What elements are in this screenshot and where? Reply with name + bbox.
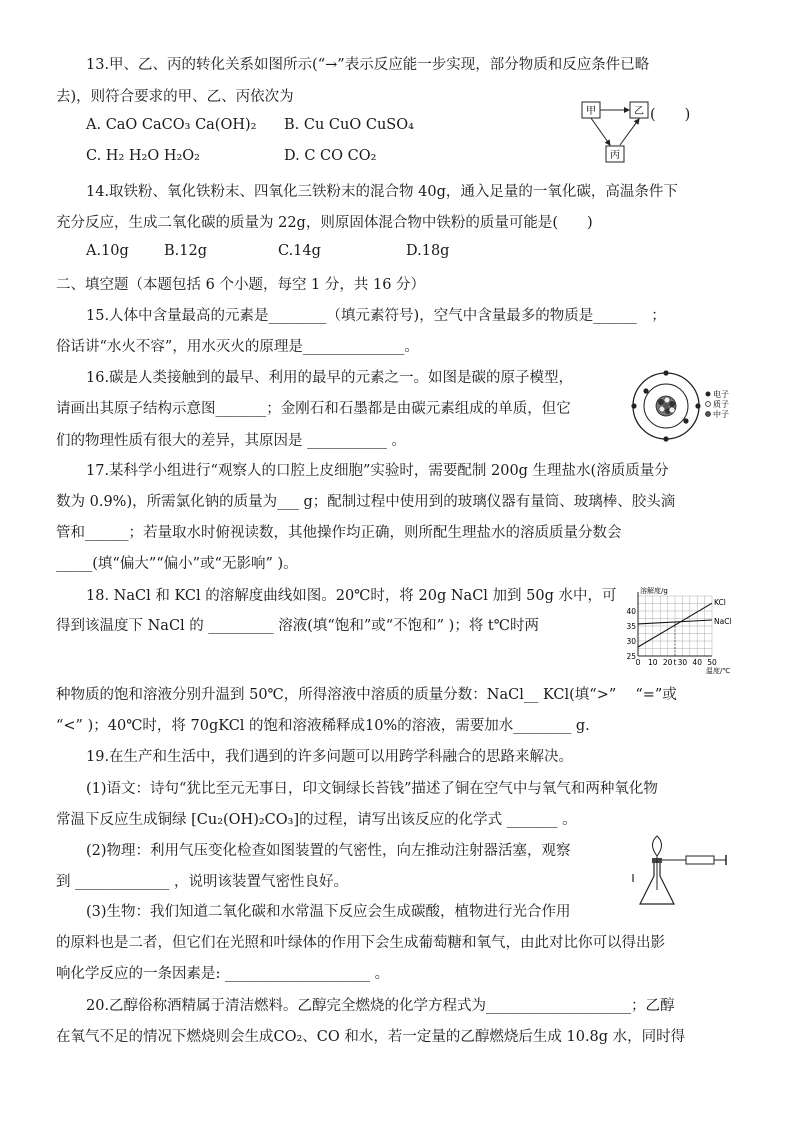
x-tick-label: 50 — [707, 658, 717, 667]
q19-p2-line1: (2)物理：利用气压变化检查如图装置的气密性，向左推动注射器活塞，观察 — [86, 843, 571, 859]
q15-line1: 15.人体中含量最高的元素是________（填元素符号)，空气中含量最多的物质是______ ； — [86, 308, 666, 324]
section-2-heading: 二、填空题（本题包括 6 个小题，每空 1 分，共 16 分） — [56, 277, 426, 293]
q16-line1: 16.碳是人类接触到的最早、利用的最早的元素之一。如图是碳的原子模型， — [86, 370, 574, 386]
q19-intro: 19.在生产和生活中，我们遇到的许多问题可以用跨学科融合的思路来解决。 — [86, 749, 574, 765]
x-tick-label: 20 — [662, 658, 673, 667]
arrow-bing-yi — [620, 119, 639, 145]
q16-line2: 请画出其原子结构示意图_______；金刚石和石墨都是由碳元素组成的单质，但它 — [56, 401, 571, 417]
q16-line3: 们的物理性质有很大的差异，其原因是 ___________ 。 — [56, 433, 406, 449]
legend-proton-marker — [706, 402, 711, 407]
q19-p3-line2: 的原料也是二者，但它们在光照和叶绿体的作用下会生成葡萄糖和氧气，由此对比你可以得出影 — [56, 935, 665, 951]
funnel — [653, 836, 662, 856]
electron — [695, 403, 700, 408]
electron — [663, 436, 668, 441]
chart-labels — [626, 586, 731, 674]
q13-option-d: D. C CO CO₂ — [284, 148, 377, 164]
q18-line3: 种物质的饱和溶液分别升温到 50℃，所得溶液中溶质的质量分数：NaCl__ KCl(填“>” “=”或 — [56, 687, 677, 703]
legend-neutron-marker — [706, 412, 711, 417]
q13-line1: 13.甲、乙、丙的转化关系如图所示(“→”表示反应能一步实现，部分物质和反应条件已略 — [86, 57, 650, 73]
q14-option-c: C.14g — [278, 243, 321, 259]
legend-electron: 电子 — [713, 390, 729, 399]
x-tick-label: 30 — [677, 658, 688, 667]
solubility-chart-svg — [622, 586, 744, 674]
q15-line2: 俗话讲“水火不容”，用水灭火的原理是______________。 — [56, 339, 419, 355]
series-label-kcl: KCl — [714, 598, 726, 608]
q13-option-a: A. CaO CaCO₃ Ca(OH)₂ — [86, 117, 257, 133]
q13-conversion-diagram — [580, 100, 650, 170]
y-tick-label: 30 — [626, 637, 636, 646]
series-label-nacl: NaCl — [714, 617, 732, 626]
carbon-atom-model — [628, 370, 743, 446]
q19-p1-line1: (1)语文：诗句“犹比至元无事日，印文铜绿长苔钱”描述了铜在空气中与氧气和两种氧化物 — [86, 781, 658, 797]
x-tick-label: 10 — [648, 658, 658, 667]
q18-line4: “<” )；40℃时，将 70gKCl 的饱和溶液稀释成10%的溶液，需要加水________ g. — [56, 718, 590, 734]
q17-line2: 数为 0.9%)，所需氯化钠的质量为___ g；配制过程中使用到的玻璃仪器有量筒、玻璃棒、胶头滴 — [56, 494, 676, 510]
x-tick-label: 0 — [635, 658, 641, 667]
syringe — [686, 856, 714, 864]
x-axis-label: 温度/℃ — [706, 667, 731, 674]
airtightness-apparatus — [632, 832, 732, 916]
q14-option-b: B.12g — [164, 243, 207, 259]
q14-line2: 充分反应，生成二氧化碳的质量为 22g，则原固体混合物中铁粉的质量可能是( ) — [56, 215, 593, 231]
q14-option-a: A.10g — [86, 243, 129, 259]
q19-p1-line2: 常温下反应生成铜绿 [Cu₂(OH)₂CO₃]的过程，请写出该反应的化学式 _______ 。 — [56, 812, 577, 828]
x-tick-label: t — [673, 658, 677, 667]
q19-p2-line2: 到 _____________ ，说明该装置气密性良好。 — [56, 874, 348, 890]
q17-line3: 管和______；若量取水时俯视读数，其他操作均正确，则所配生理盐水的溶质质量分数会 — [56, 525, 622, 541]
x-tick-label: 40 — [692, 658, 702, 667]
electron — [631, 403, 636, 408]
q19-p3-line3: 响化学反应的一条因素是: ____________________ 。 — [56, 966, 390, 982]
q20-line2: 在氧气不足的情况下燃烧则会生成CO₂、CO 和水，若一定量的乙醇燃烧后生成 10.8g 水，同时得 — [56, 1029, 686, 1045]
solubility-chart — [622, 586, 744, 678]
q17-line1: 17.某科学小组进行“观察人的口腔上皮细胞”实验时，需要配制 200g 生理盐水(溶质质量分 — [86, 463, 669, 479]
q19-p3-line1: (3)生物：我们知道二氧化碳和水常温下反应会生成碳酸，植物进行光合作用 — [86, 904, 571, 920]
electron — [643, 388, 648, 393]
electron — [663, 370, 668, 375]
y-tick-label: 40 — [626, 607, 636, 616]
y-axis-label: 溶解度/g — [640, 587, 668, 595]
y-tick-label: 25 — [626, 652, 636, 661]
legend-electron-marker — [706, 392, 711, 397]
legend-proton: 质子 — [713, 400, 729, 409]
q13-option-b: B. Cu CuO CuSO₄ — [284, 117, 414, 133]
q17-line4: _____(填“偏大”“偏小”或“无影响” )。 — [56, 556, 298, 572]
q13-line2: 去)，则符合要求的甲、乙、丙依次为 — [56, 89, 294, 105]
jia-label: 甲 — [586, 106, 596, 117]
q18-line2: 得到该温度下 NaCl 的 _________ 溶液(填“饱和”或“不饱和” )；将 t℃时两 — [56, 618, 539, 634]
yi-label: 乙 — [634, 106, 644, 117]
bing-label: 丙 — [610, 150, 620, 161]
q20-line1: 20.乙醇俗称酒精属于清洁燃料。乙醇完全燃烧的化学方程式为____________________；乙醇 — [86, 998, 675, 1014]
q13-option-c: C. H₂ H₂O H₂O₂ — [86, 148, 200, 164]
q14-line1: 14.取铁粉、氧化铁粉末、四氧化三铁粉末的混合物 40g，通入足量的一氧化碳，高温条件下 — [86, 184, 678, 200]
q18-line1: 18. NaCl 和 KCl 的溶解度曲线如图。20℃时，将 20g NaCl 加到 50g 水中，可 — [86, 588, 617, 604]
q13-answer-paren: ( ) — [650, 107, 691, 123]
y-tick-label: 35 — [626, 622, 636, 631]
arrow-jia-bing — [591, 118, 610, 145]
legend-neutron: 中子 — [713, 410, 729, 419]
electron — [683, 418, 688, 423]
q14-option-d: D.18g — [406, 243, 450, 259]
